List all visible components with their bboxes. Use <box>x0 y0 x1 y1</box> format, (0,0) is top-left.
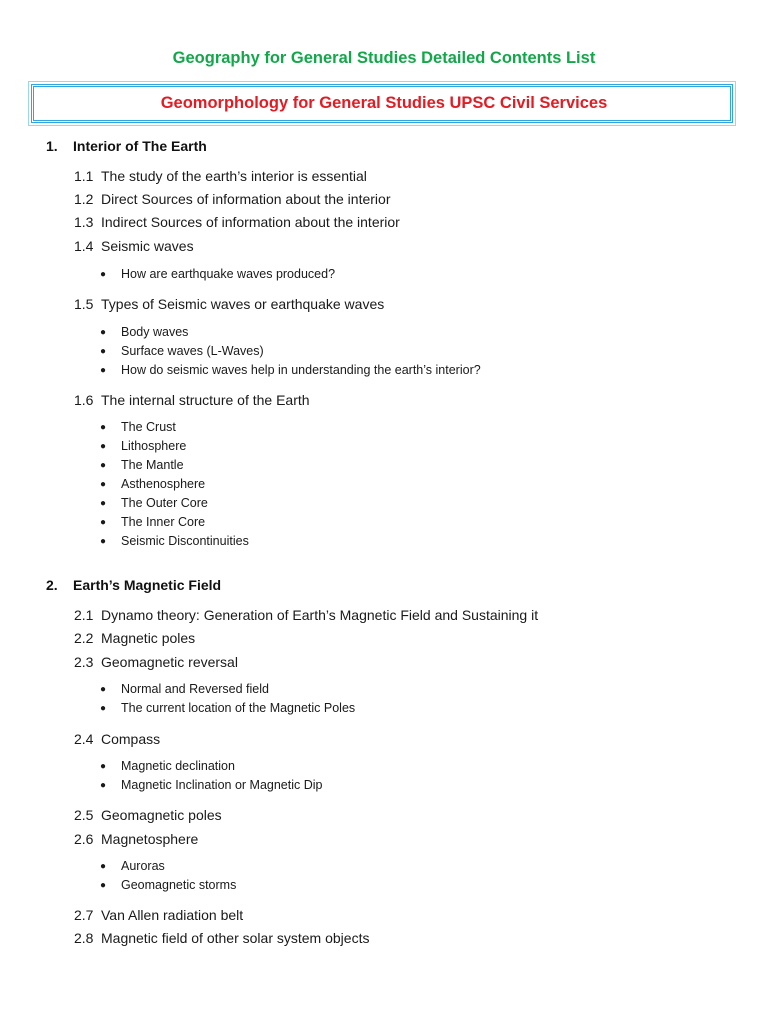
bullet-item <box>100 759 235 773</box>
subsection-number: 2.2 <box>74 630 94 646</box>
section-heading <box>46 138 207 154</box>
section-heading <box>46 577 221 593</box>
subsection-number: 2.5 <box>74 807 94 823</box>
subsection-label: Van Allen radiation belt <box>101 907 244 923</box>
subsection-number: 2.1 <box>74 607 94 623</box>
subsection-label: The study of the earth’s interior is essential <box>101 168 367 184</box>
bullet-label: Surface waves (L-Waves) <box>121 344 264 358</box>
bullet-icon: ● <box>100 684 107 695</box>
subsection-item <box>74 907 243 923</box>
subsection-number: 1.1 <box>74 168 94 184</box>
bullet-icon: ● <box>100 460 107 471</box>
subsection-number: 1.2 <box>74 191 94 207</box>
subsection-item <box>74 831 198 847</box>
subsection-label: Magnetic field of other solar system objects <box>101 930 370 946</box>
bullet-item <box>100 515 205 529</box>
bullet-item <box>100 439 186 453</box>
bullet-label: Auroras <box>121 859 165 873</box>
subsection-item <box>74 214 400 230</box>
subsection-label: Geomagnetic poles <box>101 807 222 823</box>
subsection-number: 1.6 <box>74 392 94 408</box>
bullet-icon: ● <box>100 861 107 872</box>
bullet-label: The current location of the Magnetic Poles <box>121 701 356 715</box>
bullet-item <box>100 325 188 339</box>
bullet-label: The Mantle <box>121 458 184 472</box>
subsection-label: Geomagnetic reversal <box>101 654 238 670</box>
subsection-item <box>74 168 367 184</box>
bullet-icon: ● <box>100 269 107 280</box>
subsection-item <box>74 731 160 747</box>
bullet-item <box>100 878 236 892</box>
section-title: Interior of The Earth <box>73 138 207 154</box>
subsection-label: Dynamo theory: Generation of Earth’s Magnetic Field and Sustaining it <box>101 607 539 623</box>
subsection-number: 2.4 <box>74 731 94 747</box>
section-title: Earth’s Magnetic Field <box>73 577 222 593</box>
subsection-number: 2.7 <box>74 907 94 923</box>
bullet-icon: ● <box>100 365 107 376</box>
bullet-item <box>100 534 249 548</box>
bullet-icon: ● <box>100 780 107 791</box>
subsection-number: 2.3 <box>74 654 94 670</box>
subsection-label: Magnetosphere <box>101 831 199 847</box>
bullet-icon: ● <box>100 346 107 357</box>
banner-title: Geomorphology for General Studies UPSC Civil Services <box>160 94 608 112</box>
bullet-item <box>100 267 335 281</box>
subsection-number: 2.8 <box>74 930 94 946</box>
bullet-label: How are earthquake waves produced? <box>121 267 336 281</box>
bullet-item <box>100 496 208 510</box>
bullet-icon: ● <box>100 536 107 547</box>
subsection-label: Compass <box>101 731 161 747</box>
bullet-label: Body waves <box>121 325 189 339</box>
bullet-label: Normal and Reversed field <box>121 682 269 696</box>
bullet-icon: ● <box>100 479 107 490</box>
bullet-icon: ● <box>100 422 107 433</box>
bullet-icon: ● <box>100 517 107 528</box>
subsection-label: Types of Seismic waves or earthquake waves <box>101 296 385 312</box>
bullet-item <box>100 682 269 696</box>
bullet-item <box>100 859 165 873</box>
subsection-item <box>74 930 369 946</box>
subsection-number: 2.6 <box>74 831 94 847</box>
bullet-label: How do seismic waves help in understanding the earth’s interior? <box>121 363 481 377</box>
bullet-item <box>100 477 205 491</box>
bullet-label: Asthenosphere <box>121 477 206 491</box>
subsection-item <box>74 191 390 207</box>
subsection-label: Magnetic poles <box>101 630 196 646</box>
page-title: Geography for General Studies Detailed Contents List <box>172 49 596 67</box>
subsection-item <box>74 238 194 254</box>
bullet-icon: ● <box>100 880 107 891</box>
bullet-item <box>100 363 481 377</box>
bullet-label: The Inner Core <box>121 515 206 529</box>
bullet-label: Seismic Discontinuities <box>121 534 249 548</box>
bullet-icon: ● <box>100 498 107 509</box>
subsection-item <box>74 296 384 312</box>
bullet-icon: ● <box>100 761 107 772</box>
bullet-icon: ● <box>100 441 107 452</box>
bullet-icon: ● <box>100 703 107 714</box>
bullet-icon: ● <box>100 327 107 338</box>
subsection-item <box>74 654 238 670</box>
bullet-label: Magnetic declination <box>121 759 235 773</box>
subsection-item <box>74 607 538 623</box>
section-number: 2. <box>46 577 58 593</box>
bullet-label: Geomagnetic storms <box>121 878 237 892</box>
subsection-label: Indirect Sources of information about the interior <box>101 214 400 230</box>
bullet-item <box>100 344 264 358</box>
subsection-number: 1.3 <box>74 214 94 230</box>
subsection-label: The internal structure of the Earth <box>101 392 310 408</box>
bullet-label: The Crust <box>121 420 176 434</box>
subsection-item <box>74 630 195 646</box>
section-number: 1. <box>46 138 58 154</box>
bullet-label: The Outer Core <box>121 496 208 510</box>
subsection-item <box>74 392 310 408</box>
bullet-label: Magnetic Inclination or Magnetic Dip <box>121 778 323 792</box>
subsection-label: Seismic waves <box>101 238 194 254</box>
bullet-label: Lithosphere <box>121 439 187 453</box>
subsection-number: 1.5 <box>74 296 94 312</box>
subsection-label: Direct Sources of information about the interior <box>101 191 391 207</box>
bullet-item <box>100 458 184 472</box>
subsection-item <box>74 807 222 823</box>
bullet-item <box>100 420 176 434</box>
subsection-number: 1.4 <box>74 238 94 254</box>
bullet-item <box>100 778 323 792</box>
bullet-item <box>100 701 355 715</box>
